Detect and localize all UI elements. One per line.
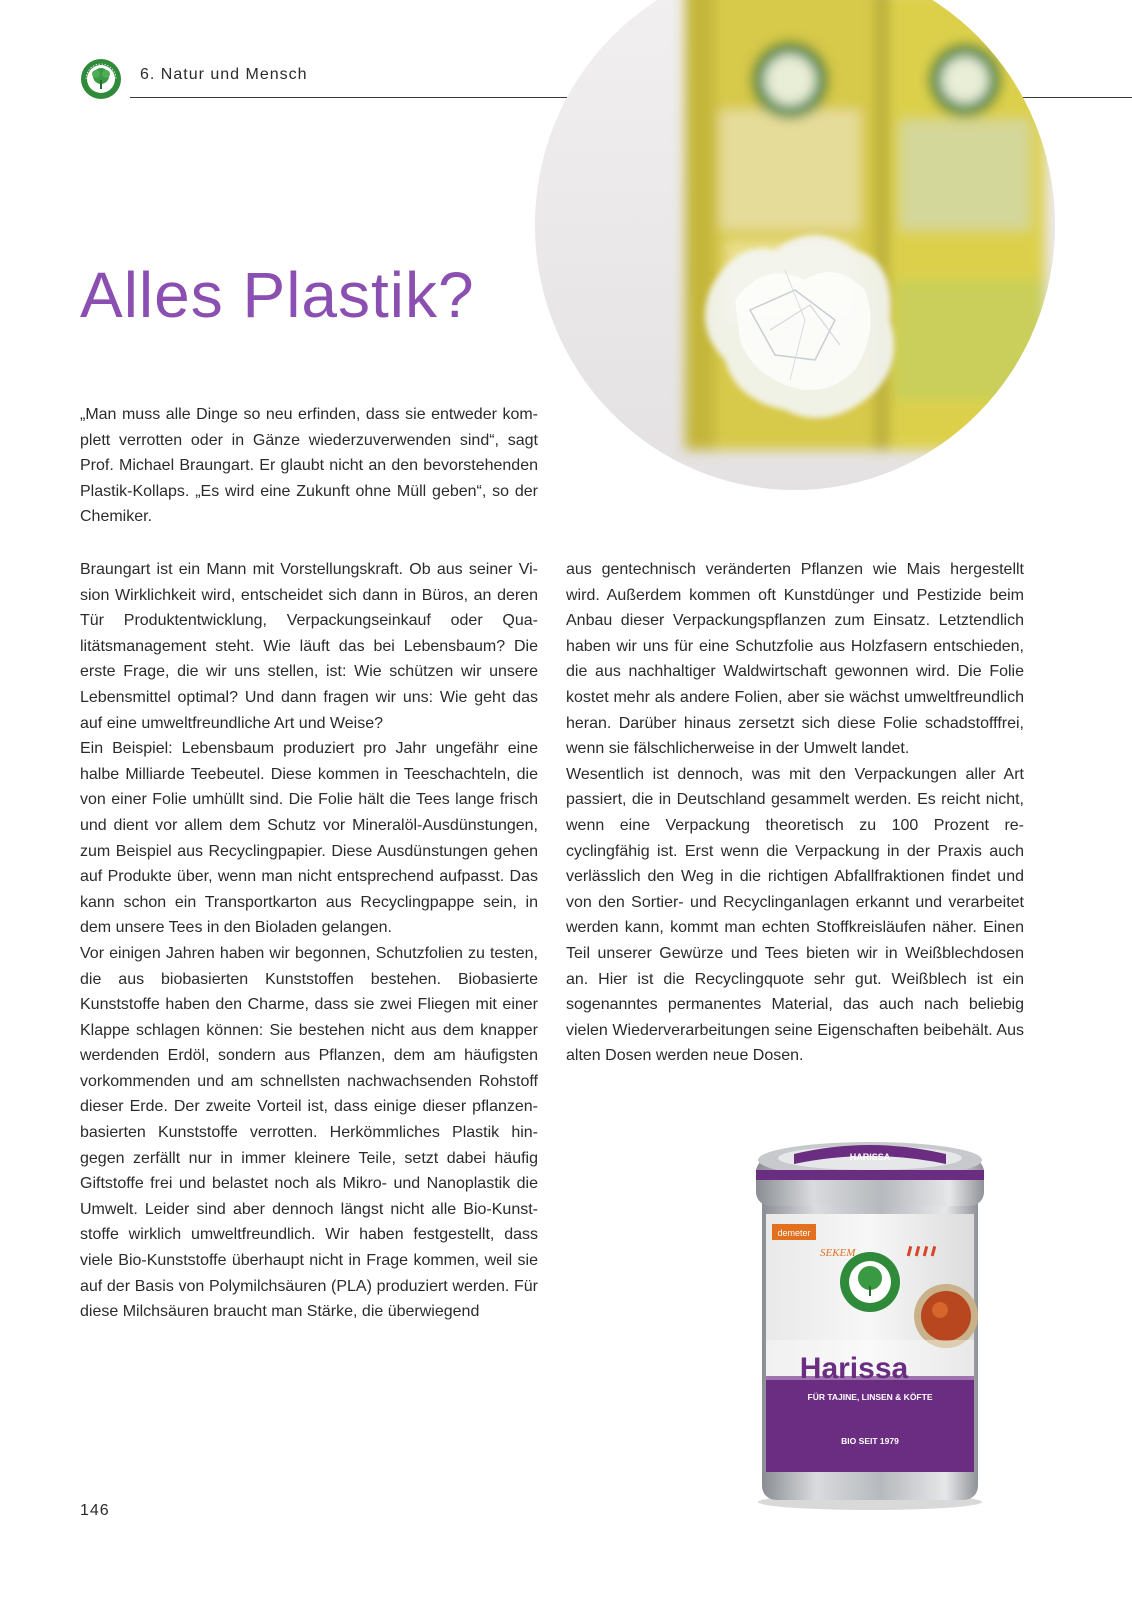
product-subtitle: FÜR TAJINE, LINSEN & KÖFTE [807,1392,933,1402]
product-name: Harissa [799,1352,909,1385]
sekem-logo: SEKEM [820,1247,856,1259]
header-rule [130,97,567,98]
product-tagline: BIO SEIT 1979 [841,1436,899,1446]
lebensbaum-logo-icon [80,58,122,100]
article-headline: Alles Plastik? [80,259,475,331]
lid-label: HARISSA [849,1152,891,1162]
body-paragraph: aus gentechnisch veränderten Pflanzen wie Mais hergestellt wird. Außerdem kommen oft Kunstdünger und Pestizide beim Anbau dieser Verpackungspflanzen zum Einsatz. Letztendlich haben wir uns für eine Schutzfolie aus Holzfasern entschieden, die aus nachhaltiger Waldwirtschaft gewonnen wird. Die Folie kostet mehr als andere Folien, aber sie wächst umweltfreundlich heran. Darüber hinaus zersetzt sich diese Folie schadstofffrei, wenn sie fälschlicherweise in der Umwelt landet. [566,561,1024,758]
harissa-tin-image [750,1140,990,1510]
body-paragraph: Ein Beispiel: Lebensbaum produziert pro Jahr ungefähr eine halbe Milliarde Teebeutel. Diese kommen in Teeschachteln, die von einer Folie umhüllt sind. Die Folie hält die Tees lange frisch und dient vor allem dem Schutz vor Mineralöl-Ausdünstungen, zum Beispiel aus Recyclingpapier. Diese Ausdünstungen gehen auf Produkte über, wenn man nicht entsprechend aufpasst. Das kann schon ein Transportkarton aus Recyclingpappe sein, in dem unsere Tees in den Bioladen gelangen. [80,740,538,937]
body-column-right [566,557,1024,1069]
body-paragraph: Vor einigen Jahren haben wir begonnen, Schutzfolien zu testen, die aus biobasierten Kunststoffen bestehen. Biobasierte Kunststoffe haben den Charme, dass sie zwei Fliegen mit einer Klappe schlagen können: Sie bestehen nicht aus dem knapper werdenden Erdöl, sondern aus Pflanzen, dem am häufigsten vorkommenden und am schnellsten nachwachsenden Rohstoff dieser Erde. Der zweite Vorteil ist, dass einige dieser pflanzenbasierten Kunststoffe verrotten. Herkömmliches Plastik hingegen zerfällt nur in immer kleinere Teile, setzt dabei häufig Giftstoffe frei und belastet noch als Mikro- und Nanoplastik die Umwelt. Leider sind aber dennoch längst nicht alle Bio-Kunststoffe wirklich umweltfreundlich. Wir haben festgestellt, dass viele Bio-Kunststoffe überhaupt nicht in Frage kommen, weil sie auf der Basis von Polymilchsäuren (PLA) produziert werden. Für diese Milchsäuren braucht man Stärke, die überwiegend [80,944,538,1321]
demeter-badge: demeter [777,1228,811,1238]
body-paragraph: Braungart ist ein Mann mit Vorstellungskraft. Ob aus seiner Vision Wirklichkeit wird, entscheidet sich dann in Büros, an deren Tür Produktentwicklung, Verpackungseinkauf oder Qualitätsmanagement steht. Wie läuft das bei Lebensbaum? Die erste Frage, die wir uns stellen, ist: Wie schützen wir unsere Lebensmittel optimal? Und dann fragen wir uns: Wie geht das auf eine umweltfreundliche Art und Weise? [80,561,538,732]
intro-paragraph: „Man muss alle Dinge so neu erfinden, dass sie entweder komplett verrotten oder in Gänze wiederzuverwenden sind“, sagt Prof. Michael Braungart. Er glaubt nicht an den bevorstehenden Plastik-Kollaps. „Es wird eine Zukunft ohne Müll geben“, so der Chemiker. [80,406,538,525]
body-paragraph: Wesentlich ist dennoch, was mit den Verpackungen aller Art passiert, die in Deutschland gesammelt werden. Es reicht nicht, wenn eine Verpackung theoretisch zu 100 Prozent recyclingfähig ist. Erst wenn die Verpackung in der Praxis auch verlässlich den Weg in die richtigen Abfallfraktionen findet und von den Sortier- und Recyclinganlagen erkannt und verarbeitet werden kann, kommt man echten Stoffkreisläufen näher. Einen Teil unserer Gewürze und Tees bieten wir in Weißblechdosen an. Hier ist die Recyclingquote sehr gut. Weißblech ist ein sogenanntes permanentes Material, das auch nach beliebig vielen Wiederverarbeitungen seine Eigenschaften beibehält. Aus alten Dosen werden neue Dosen. [566,765,1024,1065]
tea-boxes-photo [535,0,1055,490]
header-rule-right [1018,97,1132,98]
section-title: 6. Natur und Mensch [140,66,308,83]
page-number: 146 [80,1502,110,1519]
body-column-left [80,557,538,1325]
